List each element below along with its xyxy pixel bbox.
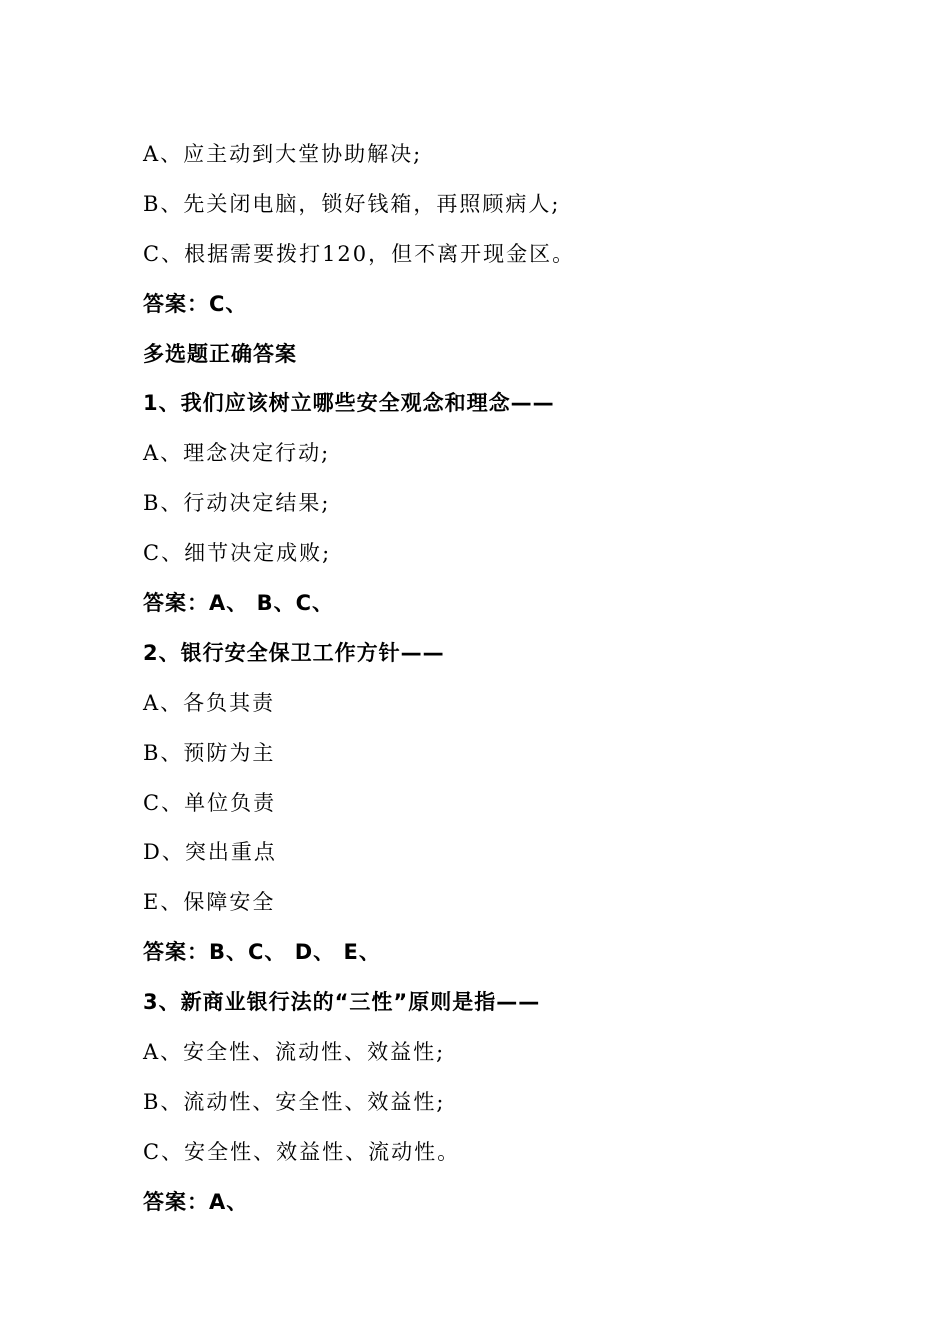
q1-option-a: A、理念决定行动; — [143, 441, 331, 466]
q2-option-d: D、突出重点 — [143, 840, 277, 865]
option-c-line: C、根据需要拨打120，但不离开现金区。 — [143, 241, 576, 266]
q2-option-e: E、保障安全 — [143, 890, 276, 915]
q1-option-b: B、行动决定结果; — [143, 491, 331, 516]
q2-option-c: C、单位负责 — [143, 790, 277, 815]
q3-option-c: C、安全性、效益性、流动性。 — [143, 1139, 461, 1164]
q1-answer: 答案：A、 B、C、 — [143, 591, 334, 616]
answer-line: 答案：C、 — [143, 291, 248, 316]
q3-option-b: B、流动性、安全性、效益性; — [143, 1089, 446, 1114]
q1-option-c: C、细节决定成败; — [143, 541, 332, 566]
q2-answer: 答案：B、C、 D、 E、 — [143, 940, 381, 965]
question-3: 3、新商业银行法的“三性”原则是指—— — [143, 990, 541, 1015]
question-1: 1、我们应该树立哪些安全观念和理念—— — [143, 391, 555, 416]
q2-option-a: A、各负其责 — [143, 690, 276, 715]
document-page — [143, 130, 903, 1228]
section-heading: 多选题正确答案 — [143, 341, 297, 366]
question-2: 2、银行安全保卫工作方针—— — [143, 640, 445, 665]
q3-option-a: A、安全性、流动性、效益性; — [143, 1040, 446, 1065]
option-b-line: B、先关闭电脑，锁好钱箱，再照顾病人; — [143, 191, 561, 216]
q3-answer: 答案：A、 — [143, 1189, 249, 1214]
q2-option-b: B、预防为主 — [143, 740, 276, 765]
option-a-line: A、应主动到大堂协助解决; — [143, 142, 423, 166]
